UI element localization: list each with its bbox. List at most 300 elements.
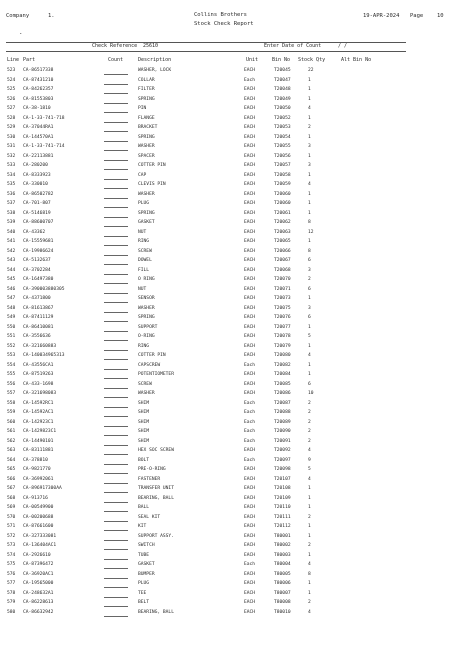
row-part-number: CA-14490101 xyxy=(23,438,54,444)
count-entry-line[interactable] xyxy=(104,435,128,436)
row-description: PLUG xyxy=(138,581,150,586)
row-part-number: CA-1-33-741-714 xyxy=(23,144,65,149)
count-entry-line[interactable] xyxy=(104,606,128,607)
row-line-number: 570 xyxy=(7,514,16,520)
row-description: COTTER PIN xyxy=(138,163,166,168)
row-bin-number: T20079 xyxy=(274,343,291,349)
row-unit: EACH xyxy=(244,172,256,178)
row-part-number: CA-330010 xyxy=(23,182,48,187)
row-stock-qty: 4 xyxy=(308,106,311,111)
row-line-number: 572 xyxy=(7,533,16,539)
count-entry-line[interactable] xyxy=(104,397,128,398)
row-stock-qty: 5 xyxy=(308,334,311,339)
count-entry-line[interactable] xyxy=(104,331,128,332)
row-description: SCREW xyxy=(138,381,152,387)
row-part-number: CA-86502782 xyxy=(23,191,54,197)
row-stock-qty: 3 xyxy=(308,267,311,273)
row-description: O RING xyxy=(138,277,155,282)
row-bin-number: T80008 xyxy=(274,600,291,605)
row-part-number: CA-140034965313 xyxy=(23,353,65,358)
row-part-number: CA-22113881 xyxy=(23,153,54,159)
count-entry-line[interactable] xyxy=(104,217,128,218)
row-line-number: 563 xyxy=(7,448,16,453)
row-line-number: 528 xyxy=(7,115,16,121)
count-entry-line[interactable] xyxy=(104,340,128,341)
table-row xyxy=(0,448,460,457)
count-entry-line[interactable] xyxy=(104,378,128,379)
row-bin-number: T80001 xyxy=(274,533,291,539)
row-stock-qty: 1 xyxy=(308,533,311,539)
row-line-number: 565 xyxy=(7,467,16,472)
row-stock-qty: 1 xyxy=(308,486,311,491)
row-bin-number: T20111 xyxy=(274,514,291,520)
row-part-number: CA-14592AC1 xyxy=(23,410,54,415)
row-part-number: CA-81553803 xyxy=(23,96,54,102)
row-part-number: CA-88600707 xyxy=(23,220,54,225)
count-entry-line[interactable] xyxy=(104,464,128,465)
table-row xyxy=(0,420,460,429)
row-line-number: 574 xyxy=(7,552,16,558)
count-entry-line[interactable] xyxy=(104,426,128,427)
row-unit: Each xyxy=(244,400,256,406)
row-part-number: CA-2926610 xyxy=(23,552,51,558)
table-row xyxy=(0,610,460,619)
count-entry-line[interactable] xyxy=(104,521,128,522)
row-unit: EACH xyxy=(244,296,256,301)
row-part-number: CA-87519263 xyxy=(23,372,54,377)
row-bin-number: T20050 xyxy=(274,106,291,111)
row-stock-qty: 1 xyxy=(308,153,311,159)
row-description: SENSOR xyxy=(138,296,155,301)
row-stock-qty: 2 xyxy=(308,543,311,548)
count-entry-line[interactable] xyxy=(104,312,128,313)
row-description: WASHER xyxy=(138,191,155,197)
table-row xyxy=(0,135,460,144)
row-stock-qty: 1 xyxy=(308,362,311,368)
count-entry-line[interactable] xyxy=(104,122,128,123)
row-part-number: CA-5146819 xyxy=(23,210,51,216)
row-unit: Each xyxy=(244,410,256,415)
count-entry-line[interactable] xyxy=(104,530,128,531)
row-bin-number: T20048 xyxy=(274,87,291,92)
row-line-number: 535 xyxy=(7,182,16,187)
row-line-number: 575 xyxy=(7,562,16,567)
count-entry-line[interactable] xyxy=(104,350,128,351)
row-part-number: CA-84262357 xyxy=(23,87,54,92)
row-line-number: 538 xyxy=(7,210,16,216)
row-part-number: CA-87396472 xyxy=(23,562,54,567)
row-description: CLEVIS PIN xyxy=(138,182,166,187)
count-entry-line[interactable] xyxy=(104,198,128,199)
count-entry-line[interactable] xyxy=(104,226,128,227)
row-bin-number: T20045 xyxy=(274,68,291,73)
row-description: FLANGE xyxy=(138,115,155,121)
row-unit: EACH xyxy=(244,448,256,453)
row-stock-qty: 1 xyxy=(308,191,311,197)
row-unit: EACH xyxy=(244,248,256,254)
row-stock-qty: 6 xyxy=(308,315,311,320)
row-description: KIT xyxy=(138,524,147,529)
count-entry-line[interactable] xyxy=(104,540,128,541)
row-bin-number: T20086 xyxy=(274,391,291,396)
row-bin-number: T20056 xyxy=(274,153,291,159)
row-line-number: 532 xyxy=(7,153,16,159)
count-entry-line[interactable] xyxy=(104,454,128,455)
row-unit: EACH xyxy=(244,144,256,149)
row-description: FILTER xyxy=(138,87,155,92)
table-row xyxy=(0,163,460,172)
row-stock-qty: 1 xyxy=(308,590,311,596)
row-bin-number: T20058 xyxy=(274,172,291,178)
row-bin-number: T20066 xyxy=(274,248,291,254)
rule-line xyxy=(6,51,406,52)
col-alt-bin-no: Alt Bin No xyxy=(341,57,372,63)
row-stock-qty: 3 xyxy=(308,144,311,149)
count-entry-line[interactable] xyxy=(104,207,128,208)
table-row xyxy=(0,477,460,486)
row-unit: EACH xyxy=(244,571,256,577)
row-stock-qty: 9 xyxy=(308,457,311,463)
count-entry-line[interactable] xyxy=(104,416,128,417)
table-row xyxy=(0,534,460,543)
table-row xyxy=(0,296,460,305)
row-part-number: CA-378810 xyxy=(23,457,48,463)
row-bin-number: T20078 xyxy=(274,334,291,339)
row-stock-qty: 1 xyxy=(308,115,311,121)
count-entry-line[interactable] xyxy=(104,74,128,75)
company-label: Company xyxy=(6,13,30,19)
row-description: SPRING xyxy=(138,210,155,216)
table-row xyxy=(0,591,460,600)
row-stock-qty: 1 xyxy=(308,296,311,301)
count-entry-line[interactable] xyxy=(104,407,128,408)
row-line-number: 557 xyxy=(7,391,16,396)
row-bin-number: T20055 xyxy=(274,144,291,149)
row-line-number: 546 xyxy=(7,286,16,292)
row-description: SHIM xyxy=(138,410,150,415)
row-line-number: 556 xyxy=(7,381,16,387)
row-description: O-RING xyxy=(138,334,155,339)
col-line: Line xyxy=(7,57,20,63)
count-entry-line[interactable] xyxy=(104,245,128,246)
count-entry-line[interactable] xyxy=(104,84,128,85)
row-bin-number: T20053 xyxy=(274,125,291,130)
row-part-number: CA-86517338 xyxy=(23,68,54,73)
count-entry-line[interactable] xyxy=(104,131,128,132)
row-description: PRE-O-RING xyxy=(138,467,166,472)
row-line-number: 559 xyxy=(7,410,16,415)
row-bin-number: T20070 xyxy=(274,277,291,282)
row-description: NUT xyxy=(138,286,147,292)
check-reference-value: 25610 xyxy=(143,43,159,49)
row-bin-number: T20107 xyxy=(274,476,291,482)
row-bin-number: T20082 xyxy=(274,362,291,368)
row-part-number: CA-321698083 xyxy=(23,391,57,396)
table-row xyxy=(0,68,460,77)
row-unit: EACH xyxy=(244,163,256,168)
row-line-number: 526 xyxy=(7,96,16,102)
row-unit: EACH xyxy=(244,96,256,102)
count-entry-line[interactable] xyxy=(104,302,128,303)
table-row xyxy=(0,325,460,334)
row-bin-number: T20054 xyxy=(274,134,291,140)
table-row xyxy=(0,467,460,476)
row-line-number: 555 xyxy=(7,372,16,377)
count-entry-line[interactable] xyxy=(104,597,128,598)
date-slashes: / / xyxy=(338,43,348,49)
row-description: SPACER xyxy=(138,153,155,159)
page-label: Page xyxy=(410,13,424,19)
row-description: CAP xyxy=(138,172,147,178)
count-entry-line[interactable] xyxy=(104,445,128,446)
table-row xyxy=(0,315,460,324)
row-part-number: CA-4371800 xyxy=(23,296,51,301)
row-description: HEX SOC SCREW xyxy=(138,448,174,453)
row-line-number: 537 xyxy=(7,201,16,206)
row-bin-number: T20092 xyxy=(274,448,291,453)
row-line-number: 578 xyxy=(7,590,16,596)
count-entry-line[interactable] xyxy=(104,568,128,569)
count-entry-line[interactable] xyxy=(104,549,128,550)
col-unit: Unit xyxy=(246,57,259,63)
row-line-number: 554 xyxy=(7,362,16,368)
row-bin-number: T20098 xyxy=(274,467,291,472)
row-part-number: CA-00549900 xyxy=(23,505,54,510)
marker-dot: . xyxy=(19,29,23,36)
row-line-number: 544 xyxy=(7,267,16,273)
row-line-number: 534 xyxy=(7,172,16,178)
row-part-number: CA-5132637 xyxy=(23,258,51,263)
row-unit: EACH xyxy=(244,391,256,396)
count-entry-line[interactable] xyxy=(104,169,128,170)
row-unit: Each xyxy=(244,438,256,444)
row-description: BEARING, BALL xyxy=(138,495,174,501)
count-entry-line[interactable] xyxy=(104,264,128,265)
table-row xyxy=(0,154,460,163)
row-line-number: 573 xyxy=(7,543,16,548)
row-part-number: CA-248632A1 xyxy=(23,590,54,596)
col-bin-no: Bin No xyxy=(272,57,291,63)
count-entry-line[interactable] xyxy=(104,93,128,94)
row-unit: EACH xyxy=(244,552,256,558)
row-stock-qty: 8 xyxy=(308,571,311,577)
row-description: BUMPER xyxy=(138,571,155,577)
count-entry-line[interactable] xyxy=(104,150,128,151)
count-entry-line[interactable] xyxy=(104,492,128,493)
row-bin-number: T20108 xyxy=(274,486,291,491)
table-row xyxy=(0,543,460,552)
count-entry-line[interactable] xyxy=(104,578,128,579)
report-date: 19-APR-2024 xyxy=(363,13,400,19)
row-stock-qty: 1 xyxy=(308,372,311,377)
row-stock-qty: 4 xyxy=(308,562,311,567)
row-description: POTENTIOMETER xyxy=(138,372,174,377)
row-unit: EACH xyxy=(244,486,256,491)
table-row xyxy=(0,106,460,115)
row-stock-qty: 2 xyxy=(308,410,311,415)
row-stock-qty: 6 xyxy=(308,258,311,263)
row-description: COTTER PIN xyxy=(138,353,166,358)
table-row xyxy=(0,182,460,191)
count-entry-line[interactable] xyxy=(104,483,128,484)
table-row xyxy=(0,515,460,524)
row-unit: EACH xyxy=(244,609,256,615)
row-stock-qty: 1 xyxy=(308,87,311,92)
col-count: Count xyxy=(108,57,124,63)
count-entry-line[interactable] xyxy=(104,236,128,237)
row-unit: EACH xyxy=(244,305,256,311)
table-row xyxy=(0,116,460,125)
row-unit: EACH xyxy=(244,600,256,605)
row-stock-qty: 1 xyxy=(308,172,311,178)
row-unit: EACH xyxy=(244,467,256,472)
row-stock-qty: 8 xyxy=(308,220,311,225)
row-unit: EACH xyxy=(244,343,256,349)
row-bin-number: T20062 xyxy=(274,220,291,225)
row-bin-number: T20060 xyxy=(274,201,291,206)
count-entry-line[interactable] xyxy=(104,188,128,189)
row-stock-qty: 2 xyxy=(308,419,311,425)
count-entry-line[interactable] xyxy=(104,616,128,617)
row-stock-qty: 2 xyxy=(308,277,311,282)
row-line-number: 547 xyxy=(7,296,16,301)
row-line-number: 533 xyxy=(7,163,16,168)
col-description: Description xyxy=(138,57,172,63)
row-part-number: CA-8333923 xyxy=(23,172,51,178)
row-part-number: CA-144570A1 xyxy=(23,134,54,140)
row-bin-number: T20049 xyxy=(274,96,291,102)
count-entry-line[interactable] xyxy=(104,359,128,360)
count-entry-line[interactable] xyxy=(104,255,128,256)
row-line-number: 579 xyxy=(7,600,16,605)
row-description: SHIM xyxy=(138,429,150,434)
row-stock-qty: 4 xyxy=(308,182,311,187)
count-entry-line[interactable] xyxy=(104,274,128,275)
row-part-number: CA-390003880305 xyxy=(23,286,65,292)
row-bin-number: T20112 xyxy=(274,524,291,529)
row-description: BOLT xyxy=(138,457,150,463)
row-unit: EACH xyxy=(244,239,256,244)
count-entry-line[interactable] xyxy=(104,587,128,588)
count-entry-line[interactable] xyxy=(104,559,128,560)
table-row xyxy=(0,87,460,96)
count-entry-line[interactable] xyxy=(104,160,128,161)
row-stock-qty: 1 xyxy=(308,524,311,529)
row-description: SHIM xyxy=(138,438,150,444)
count-entry-line[interactable] xyxy=(104,141,128,142)
row-unit: EACH xyxy=(244,87,256,92)
row-part-number: CA-3556636 xyxy=(23,334,51,339)
row-unit: EACH xyxy=(244,476,256,482)
row-bin-number: T20057 xyxy=(274,163,291,168)
count-entry-line[interactable] xyxy=(104,293,128,294)
row-unit: EACH xyxy=(244,191,256,197)
row-line-number: 549 xyxy=(7,315,16,320)
count-entry-line[interactable] xyxy=(104,388,128,389)
row-line-number: 560 xyxy=(7,419,16,425)
row-line-number: 527 xyxy=(7,106,16,111)
row-bin-number: T80002 xyxy=(274,543,291,548)
table-row xyxy=(0,600,460,609)
row-line-number: 529 xyxy=(7,125,16,130)
row-line-number: 562 xyxy=(7,438,16,444)
row-unit: EACH xyxy=(244,505,256,510)
row-bin-number: T20063 xyxy=(274,229,291,235)
row-description: GASKET xyxy=(138,562,155,567)
row-line-number: 568 xyxy=(7,495,16,501)
count-entry-line[interactable] xyxy=(104,321,128,322)
row-part-number: CA-37044RA1 xyxy=(23,125,54,130)
row-description: DOWEL xyxy=(138,258,152,263)
count-entry-line[interactable] xyxy=(104,283,128,284)
row-description: CAPSCREW xyxy=(138,362,161,368)
row-description: TUBE xyxy=(138,552,150,558)
row-bin-number: T20110 xyxy=(274,505,291,510)
row-bin-number: T20071 xyxy=(274,286,291,292)
row-stock-qty: 3 xyxy=(308,305,311,311)
row-stock-qty: 1 xyxy=(308,343,311,349)
row-bin-number: T20068 xyxy=(274,267,291,273)
row-line-number: 525 xyxy=(7,87,16,92)
row-description: SPRING xyxy=(138,315,155,320)
row-part-number: CA-1-33-741-718 xyxy=(23,115,65,121)
row-stock-qty: 1 xyxy=(308,552,311,558)
row-bin-number: T20090 xyxy=(274,429,291,434)
row-unit: EACH xyxy=(244,381,256,387)
row-unit: EACH xyxy=(244,324,256,330)
row-description: SPRING xyxy=(138,134,155,140)
row-bin-number: T20085 xyxy=(274,381,291,387)
table-row xyxy=(0,144,460,153)
count-entry-line[interactable] xyxy=(104,511,128,512)
row-unit: EACH xyxy=(244,581,256,586)
count-entry-line[interactable] xyxy=(104,179,128,180)
table-row xyxy=(0,306,460,315)
count-entry-line[interactable] xyxy=(104,502,128,503)
row-stock-qty: 12 xyxy=(308,229,314,235)
row-stock-qty: 1 xyxy=(308,239,311,244)
count-entry-line[interactable] xyxy=(104,369,128,370)
table-row xyxy=(0,192,460,201)
count-entry-line[interactable] xyxy=(104,473,128,474)
row-bin-number: T80006 xyxy=(274,581,291,586)
row-part-number: CA-86228613 xyxy=(23,600,54,605)
count-entry-line[interactable] xyxy=(104,112,128,113)
row-bin-number: T20065 xyxy=(274,239,291,244)
row-part-number: CA-14592RC1 xyxy=(23,400,54,406)
row-unit: Each xyxy=(244,362,256,368)
table-row xyxy=(0,572,460,581)
row-line-number: 577 xyxy=(7,581,16,586)
row-bin-number: T20080 xyxy=(274,353,291,358)
row-bin-number: T20088 xyxy=(274,410,291,415)
row-stock-qty: 2 xyxy=(308,429,311,434)
table-row xyxy=(0,344,460,353)
row-description: BEARING, BALL xyxy=(138,609,174,615)
table-row xyxy=(0,505,460,514)
row-bin-number: T80004 xyxy=(274,562,291,567)
row-bin-number: T20073 xyxy=(274,296,291,301)
row-stock-qty: 1 xyxy=(308,581,311,586)
row-unit: EACH xyxy=(244,125,256,130)
count-entry-line[interactable] xyxy=(104,103,128,104)
row-description: TEE xyxy=(138,590,147,596)
row-stock-qty: 1 xyxy=(308,77,311,83)
row-line-number: 576 xyxy=(7,571,16,577)
row-part-number: CA-86632942 xyxy=(23,609,54,615)
row-stock-qty: 2 xyxy=(308,438,311,444)
row-description: SHIM xyxy=(138,400,150,406)
